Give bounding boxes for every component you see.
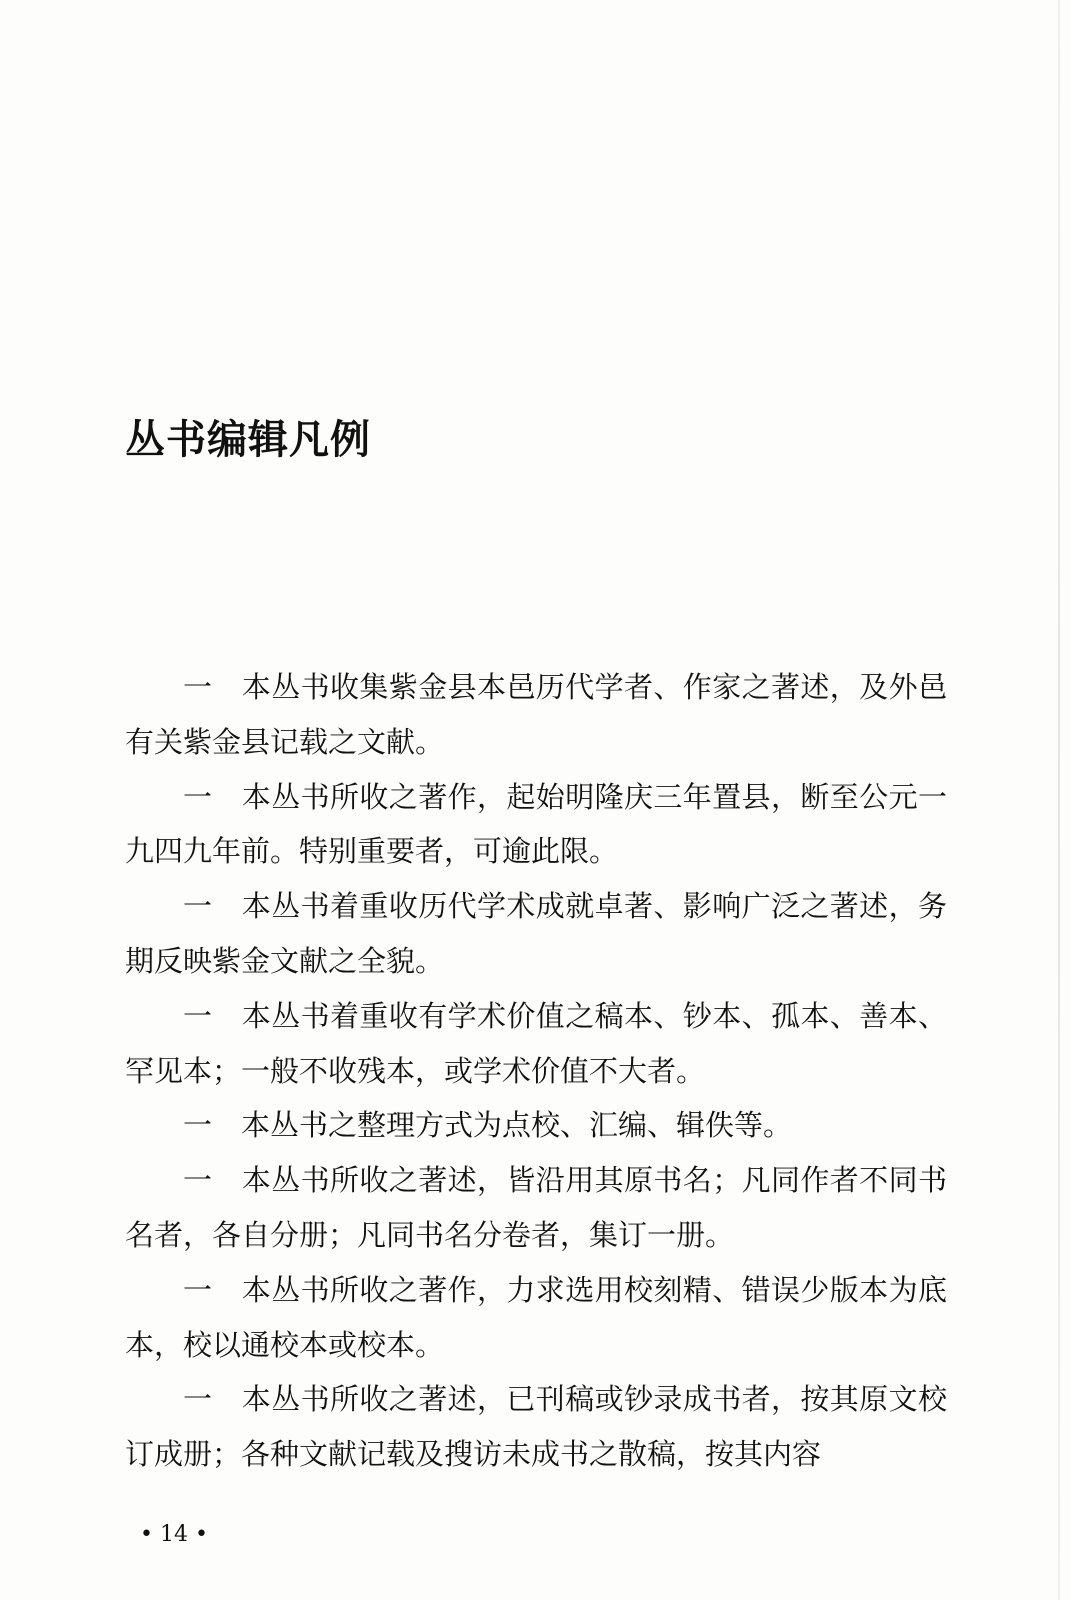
paragraph: 一 本丛书着重收有学术价值之稿本、钞本、孤本、善本、罕见本；一般不收残本，或学术价值不大者。: [125, 998, 947, 1088]
page-title: 丛书编辑凡例: [125, 416, 371, 463]
paragraph: 一 本丛书所收之著述，皆沿用其原书名；凡同作者不同书名者，各自分册；凡同书名分卷者，集订一册。: [125, 1163, 947, 1252]
page-edge-shadow: [1058, 0, 1060, 1600]
page-number: • 14 •: [140, 1522, 208, 1547]
body-text: [125, 660, 947, 1482]
paragraph: 一 本丛书所收之著作，起始明隆庆三年置县，断至公元一九四九年前。特别重要者，可逾此限。: [125, 779, 947, 869]
paragraph: 一 本丛书着重收历代学术成就卓著、影响广泛之著述，务期反映紫金文献之全貌。: [125, 889, 947, 978]
paragraph: 一 本丛书收集紫金县本邑历代学者、作家之著述，及外邑有关紫金县记载之文献。: [125, 670, 947, 759]
paragraph: 一 本丛书所收之著述，已刊稿或钞录成书者，按其原文校订成册；各种文献记载及搜访未成书之散稿，按其内容: [125, 1382, 947, 1472]
paragraph: 一 本丛书所收之著作，力求选用校刻精、错误少版本为底本，校以通校本或校本。: [125, 1272, 947, 1362]
paragraph: 一 本丛书之整理方式为点校、汇编、辑佚等。: [183, 1108, 793, 1143]
